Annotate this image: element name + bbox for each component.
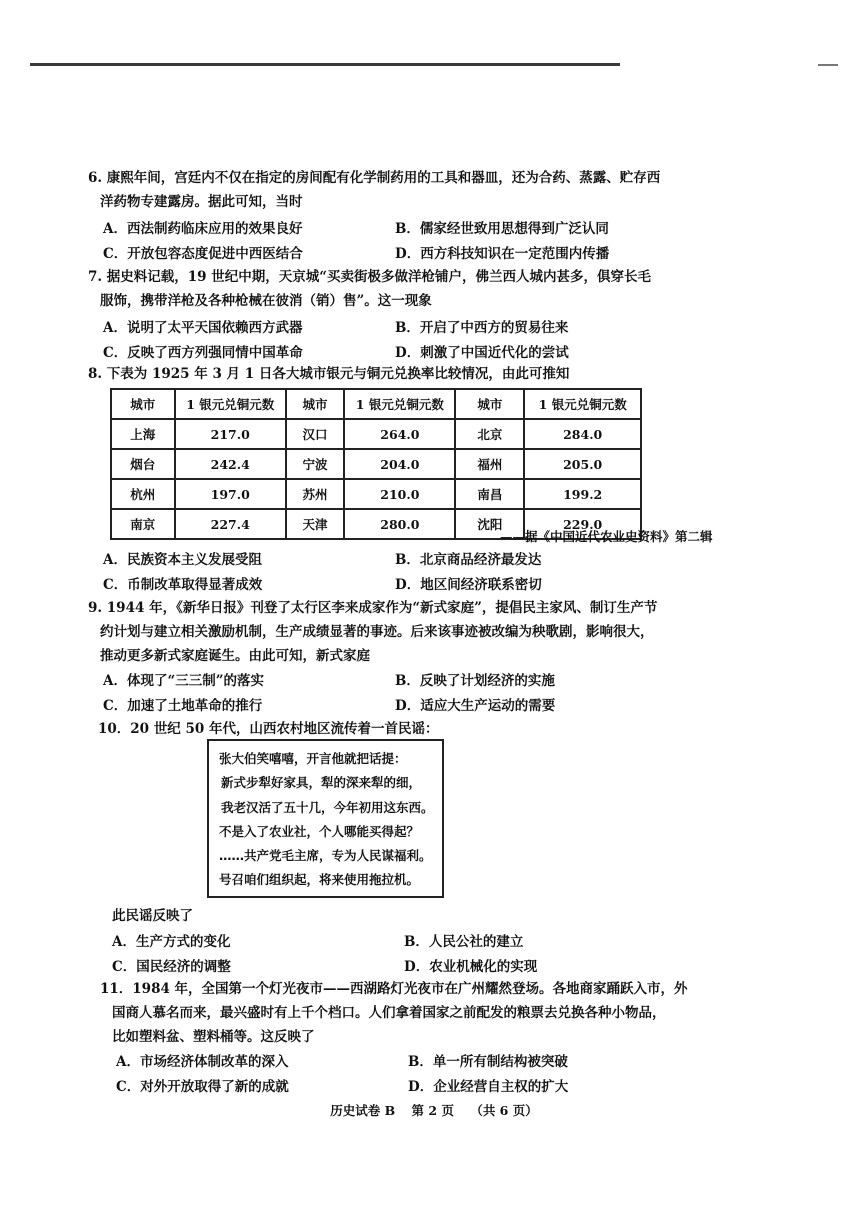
q6-stem-line-2: 洋药物专建露房。据此可知，当时: [100, 194, 303, 210]
table-cell: 210.0: [344, 479, 455, 509]
q11-stem-line-2: 国商人慕名而来，最兴盛时有上千个档口。人们拿着国家之前配发的粮票去兑换各种小物品，: [112, 1005, 666, 1021]
q10-option-d: D．农业机械化的实现: [404, 958, 538, 975]
q8-option-c: C．币制改革取得显著成效: [103, 576, 263, 593]
q6-option-b: B．儒家经世致用思想得到广泛认同: [395, 221, 609, 237]
q9-option-b: B．反映了计划经济的实施: [395, 673, 555, 689]
question-6-stem: [88, 166, 708, 214]
table-header-cell: 1 银元兑铜元数: [524, 389, 641, 419]
poem-line: ……共产党毛主席，专为人民谋福利。: [219, 848, 432, 864]
q8-stem-line-1: 8. 下表为 1925 年 3 月 1 日各大城市银元与铜元兑换率比较情况，由此可推知: [88, 366, 570, 382]
table-cell: 227.4: [175, 509, 286, 539]
q6-option-c: C．开放包容态度促进中西医结合: [103, 245, 303, 262]
table-cell: 上海: [111, 419, 175, 449]
question-11-stem: [100, 977, 720, 1049]
table-cell: 284.0: [524, 419, 641, 449]
q11-stem-line-3: 比如塑料盆、塑料桶等。这反映了: [112, 1029, 315, 1045]
q9-stem-line-2: 约计划与建立相关激励机制，生产成绩显著的事迹。后来该事迹被改编为秧歌剧，影响很大，: [100, 624, 654, 640]
table-source-note: ——据《中国近代农业史资料》第二辑: [500, 529, 713, 544]
q6-option-a: A．西法制药临床应用的效果良好: [103, 221, 303, 237]
table-cell: 205.0: [524, 449, 641, 479]
q11-option-b: B．单一所有制结构被突破: [408, 1054, 568, 1070]
q8-option-a: A．民族资本主义发展受阻: [103, 552, 262, 568]
table-cell: 197.0: [175, 479, 286, 509]
table-cell: 宁波: [286, 449, 344, 479]
poem-line: 张大伯笑嘻嘻，开言他就把话提：: [219, 751, 407, 766]
table-cell: 229.0: [524, 509, 641, 539]
top-rule: [30, 63, 620, 66]
question-9-stem: [88, 596, 708, 668]
table-cell: 280.0: [344, 509, 455, 539]
q11-option-d: D．企业经营自主权的扩大: [408, 1078, 569, 1095]
question-7-options: [103, 316, 663, 365]
question-8-stem: [88, 362, 708, 386]
q7-option-d: D．刺激了中国近代化的尝试: [395, 344, 569, 361]
poem-line: 新式步犁好家具，犁的深来犁的细，: [221, 775, 422, 791]
q7-option-b: B．开启了中西方的贸易往来: [395, 320, 569, 336]
footer-subject: 历史试卷 B: [330, 1103, 396, 1118]
table-cell: 苏州: [286, 479, 344, 509]
question-6-options: [103, 217, 663, 266]
table-header-cell: 1 银元兑铜元数: [175, 389, 286, 419]
q9-option-d: D．适应大生产运动的需要: [395, 697, 556, 714]
table-row: [111, 419, 641, 449]
folk-song-box: [207, 739, 444, 898]
question-10-stem: [98, 717, 718, 741]
table-header-cell: 1 银元兑铜元数: [344, 389, 455, 419]
q9-option-c: C．加速了土地革命的推行: [103, 697, 263, 714]
exchange-rate-table: [110, 388, 642, 540]
table-cell: 199.2: [524, 479, 641, 509]
q6-stem-line-1: 6. 康熙年间，宫廷内不仅在指定的房间配有化学制药用的工具和器皿，还为合药、蒸露、贮存西: [88, 170, 661, 186]
q8-option-d: D．地区间经济联系密切: [395, 576, 542, 593]
table-cell: 杭州: [111, 479, 175, 509]
footer-page-number: 第 2 页: [411, 1103, 454, 1118]
table-cell: 天津: [286, 509, 344, 539]
q7-stem-line-2: 服饰，携带洋枪及各种枪械在彼消（销）售”。这一现象: [100, 293, 432, 309]
table-row: [111, 449, 641, 479]
table-header-row: [111, 389, 641, 419]
footer-total-pages: （共 6 页）: [470, 1103, 538, 1118]
poem-line: 不是入了农业社，个人哪能买得起？: [219, 823, 420, 839]
q10-after-text: 此民谣反映了: [112, 908, 193, 924]
question-8-options: [103, 548, 663, 597]
table-cell: 烟台: [111, 449, 175, 479]
table-cell: 204.0: [344, 449, 455, 479]
q10-option-c: C．国民经济的调整: [112, 958, 231, 975]
top-dash: [818, 64, 838, 66]
table-cell: 北京: [455, 419, 524, 449]
q10-stem-line-1: 10．20 世纪 50 年代，山西农村地区流传着一首民谣：: [98, 721, 439, 737]
table-cell: 福州: [455, 449, 524, 479]
q7-stem-line-1: 7. 据史料记载，19 世纪中期，天京城“买卖街极多做洋枪铺户，佛兰西人城内甚多，俱穿长毛: [88, 269, 652, 285]
q10-option-b: B．人民公社的建立: [404, 934, 524, 950]
q6-option-d: D．西方科技知识在一定范围内传播: [395, 245, 610, 262]
q7-option-a: A．说明了太平天国依赖西方武器: [103, 320, 303, 336]
table-row: [111, 479, 641, 509]
q11-stem-line-1: 11．1984 年，全国第一个灯光夜市——西湖路灯光夜市在广州耀然登场。各地商家踊跃入市，外: [100, 981, 688, 997]
table-header-cell: 城市: [286, 389, 344, 419]
question-10-after: [112, 904, 732, 928]
poem-line: 我老汉活了五十几，今年初用这东西。: [221, 799, 434, 815]
table-cell: 242.4: [175, 449, 286, 479]
q9-stem-line-1: 9. 1944 年，《新华日报》刊登了太行区李来成家作为“新式家庭”，提倡民主家风、制订生产节: [88, 600, 658, 616]
q11-option-a: A．市场经济体制改革的深入: [116, 1054, 289, 1070]
question-7-stem: [88, 265, 708, 313]
table-header-cell: 城市: [455, 389, 524, 419]
poem-line: 号召咱们组织起，将来使用拖拉机。: [219, 872, 420, 888]
q10-option-a: A．生产方式的变化: [112, 934, 231, 950]
q8-option-b: B．北京商品经济最发达: [395, 552, 542, 568]
q7-option-c: C．反映了西方列强同情中国革命: [103, 344, 303, 361]
q9-option-a: A．体现了“三三制”的落实: [103, 673, 265, 689]
table-cell: 264.0: [344, 419, 455, 449]
table-header-cell: 城市: [111, 389, 175, 419]
table-cell: 217.0: [175, 419, 286, 449]
q9-stem-line-3: 推动更多新式家庭诞生。由此可知，新式家庭: [100, 648, 370, 664]
table-cell: 汉口: [286, 419, 344, 449]
table-cell: 沈阳: [455, 509, 524, 539]
question-11-options: [116, 1050, 676, 1099]
q11-option-c: C．对外开放取得了新的成就: [116, 1078, 289, 1095]
question-9-options: [103, 669, 663, 718]
table-cell: 南昌: [455, 479, 524, 509]
page-footer: [0, 1101, 868, 1119]
table-cell: 南京: [111, 509, 175, 539]
question-10-options: [112, 930, 672, 979]
